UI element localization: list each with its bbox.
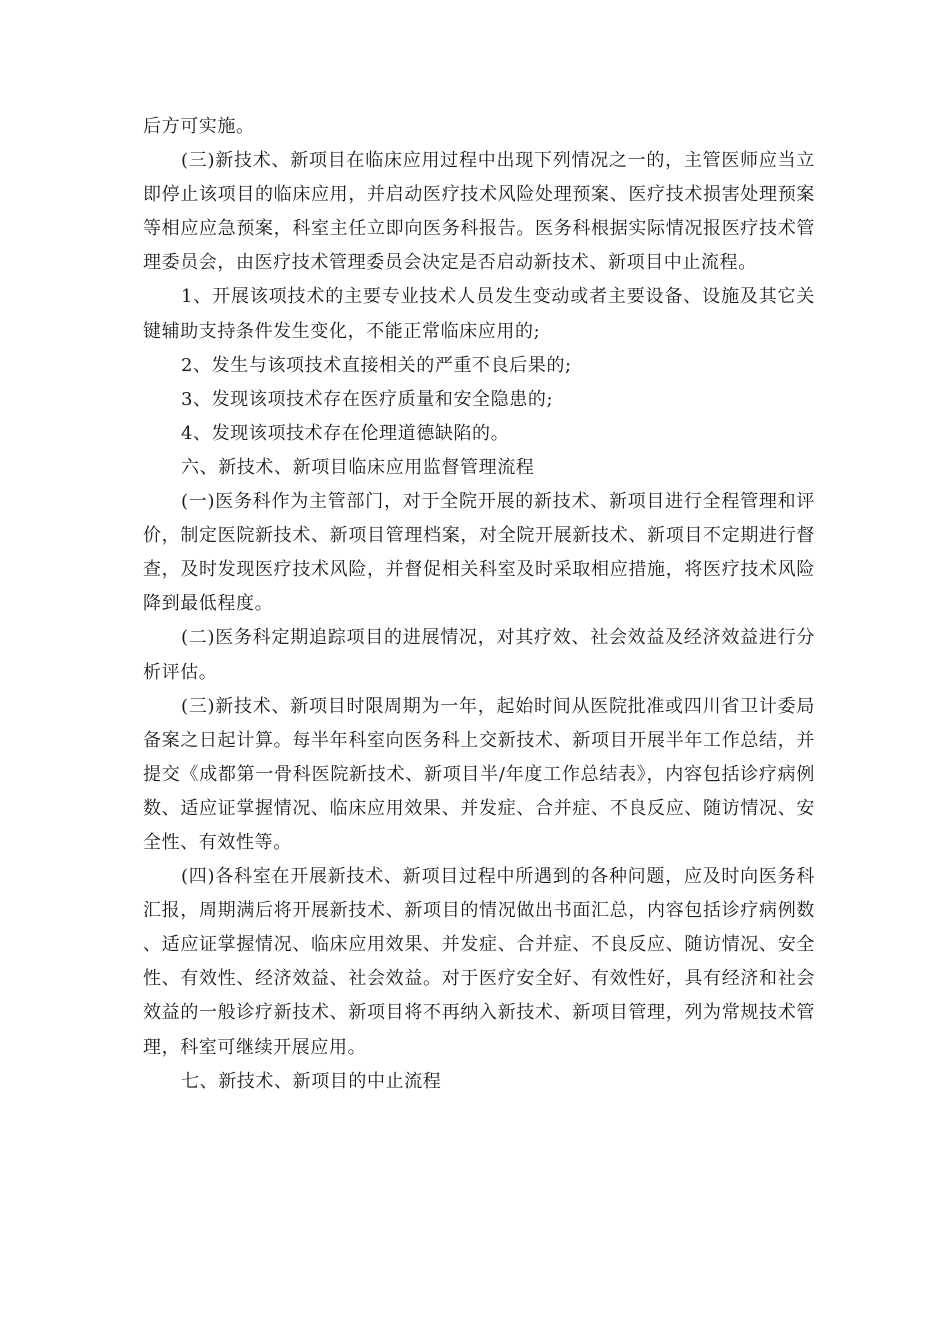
section-heading-6: 六、新技术、新项目临床应用监督管理流程: [181, 456, 535, 478]
paragraph-item-4: 4、发现该项技术存在伦理道德缺陷的。: [181, 422, 510, 444]
paragraph-clause-3-stop-conditions: (三)新技术、新项目在临床应用过程中出现下列情况之一的，主管医师应当立即停止该项目的临床应用，并启动医疗技术风险处理预案、医疗技术损害处理预案等相应应急预案，科室主任立即向医务科报告。医务科根据实际情况报医疗技术管理委员会，由医疗技术管理委员会决定是否启动新技术、新项目中止流程。: [143, 150, 815, 274]
paragraph-clause-1-supervision: (一)医务科作为主管部门，对于全院开展的新技术、新项目进行全程管理和评价，制定医院新技术、新项目管理档案，对全院开展新技术、新项目不定期进行督查，及时发现医疗技术风险，并督促相关科室及时采取相应措施，将医疗技术风险降到最低程度。: [143, 491, 815, 615]
paragraph-clause-4-reporting: (四)各科室在开展新技术、新项目过程中所遇到的各种问题，应及时向医务科汇报，周期满后将开展新技术、新项目的情况做出书面汇总，内容包括诊疗病例数、适应证掌握情况、临床应用效果、并发症、合并症、不良反应、随访情况、安全性、有效性、经济效益、社会效益。对于医疗安全好、有效性好，具有经济和社会效益的一般诊疗新技术、新项目将不再纳入新技术、新项目管理，列为常规技术管理，科室可继续开展应用。: [143, 866, 815, 1058]
paragraph-item-3: 3、发现该项技术存在医疗质量和安全隐患的;: [181, 388, 554, 410]
paragraph-item-2: 2、发生与该项技术直接相关的严重不良后果的;: [181, 354, 572, 376]
section-heading-7: 七、新技术、新项目的中止流程: [181, 1070, 442, 1092]
paragraph-clause-2-tracking: (二)医务科定期追踪项目的进展情况，对其疗效、社会效益及经济效益进行分析评估。: [143, 627, 815, 683]
paragraph-item-1: 1、开展该项技术的主要专业技术人员发生变动或者主要设备、设施及其它关键辅助支持条件发生变化，不能正常临床应用的;: [143, 286, 815, 342]
document-body: [143, 110, 815, 1099]
paragraph-continuation: 后方可实施。: [143, 116, 255, 137]
paragraph-clause-3-period: (三)新技术、新项目时限周期为一年，起始时间从医院批准或四川省卫计委局备案之日起计算。每半年科室向医务科上交新技术、新项目开展半年工作总结，并提交《成都第一骨科医院新技术、新项目半/年度工作总结表》，内容包括诊疗病例数、适应证掌握情况、临床应用效果、并发症、合并症、不良反应、随访情况、安全性、有效性等。: [143, 695, 815, 853]
